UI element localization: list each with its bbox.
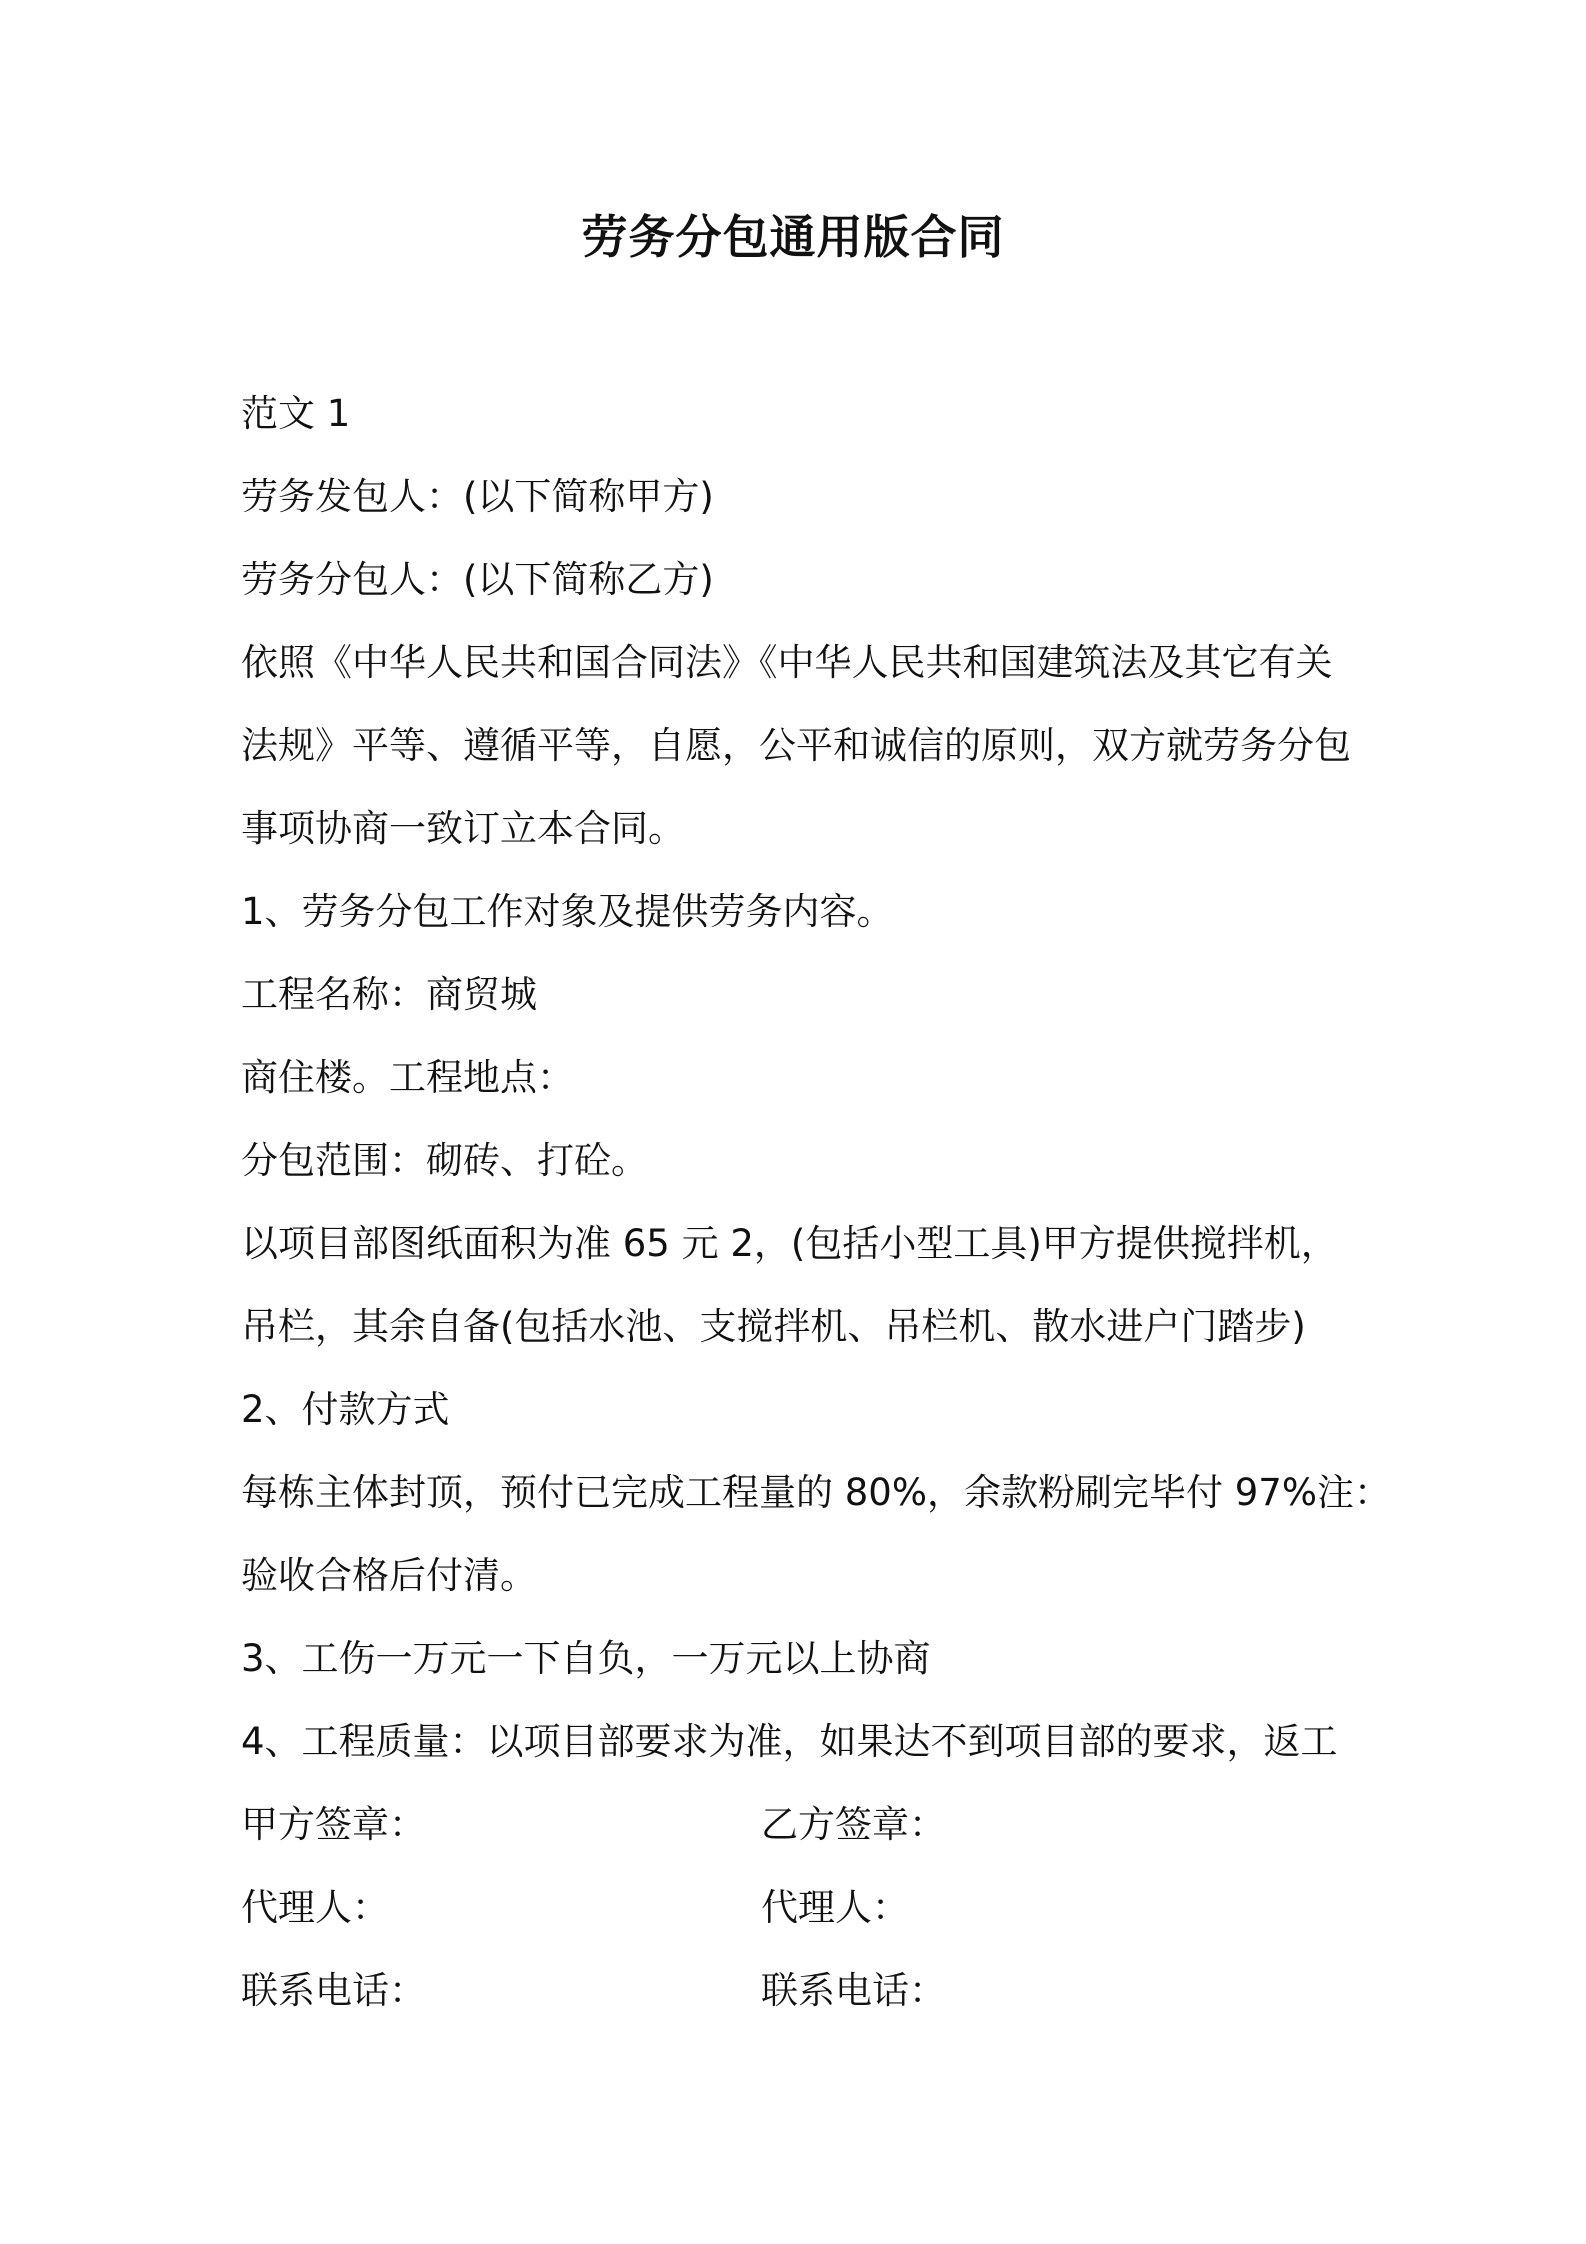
party-a-line: 劳务发包人：(以下简称甲方) [241, 475, 714, 518]
price-line-2: 吊栏，其余自备(包括水池、支搅拌机、吊栏机、散水进户门踏步) [241, 1305, 1306, 1348]
party-a-phone-label: 联系电话： [241, 1969, 426, 2012]
scope-line: 分包范围：砌砖、打砼。 [241, 1139, 648, 1182]
clause-4-line: 4、工程质量：以项目部要求为准，如果达不到项目部的要求，返工 [241, 1720, 1338, 1763]
signature-phone-row [241, 1949, 1391, 2032]
payment-line-1: 每栋主体封顶，预付已完成工程量的 80%，余款粉刷完毕付 97%注： [241, 1471, 1391, 1514]
payment-line-2: 验收合格后付清。 [241, 1554, 537, 1597]
party-a-seal-label: 甲方签章： [241, 1803, 426, 1846]
preamble-line-2: 法规》平等、遵循平等，自愿，公平和诚信的原则，双方就劳务分包 [241, 724, 1351, 767]
clause-2-heading: 2、付款方式 [241, 1388, 450, 1431]
party-b-seal-label: 乙方签章： [761, 1803, 946, 1846]
party-b-line: 劳务分包人：(以下简称乙方) [241, 558, 714, 601]
section-label: 范文 1 [241, 392, 351, 435]
clause-1-heading: 1、劳务分包工作对象及提供劳务内容。 [241, 890, 894, 933]
project-location-line: 商住楼。工程地点： [241, 1056, 574, 1099]
document-title: 劳务分包通用版合同 [581, 210, 1005, 264]
party-b-agent-label: 代理人： [761, 1886, 909, 1929]
document-body [241, 372, 1391, 2032]
project-name-line: 工程名称：商贸城 [241, 973, 537, 1016]
preamble-line-1: 依照《中华人民共和国合同法》《中华人民共和国建筑法及其它有关 [241, 641, 1333, 684]
signature-agent-row [241, 1866, 1391, 1949]
price-line-1: 以项目部图纸面积为准 65 元 2，(包括小型工具)甲方提供搅拌机， [241, 1222, 1338, 1265]
party-b-phone-label: 联系电话： [761, 1969, 946, 2012]
preamble-line-3: 事项协商一致订立本合同。 [241, 807, 685, 850]
signature-seal-row [241, 1783, 1391, 1866]
clause-3-line: 3、工伤一万元一下自负，一万元以上协商 [241, 1637, 931, 1680]
party-a-agent-label: 代理人： [241, 1886, 389, 1929]
